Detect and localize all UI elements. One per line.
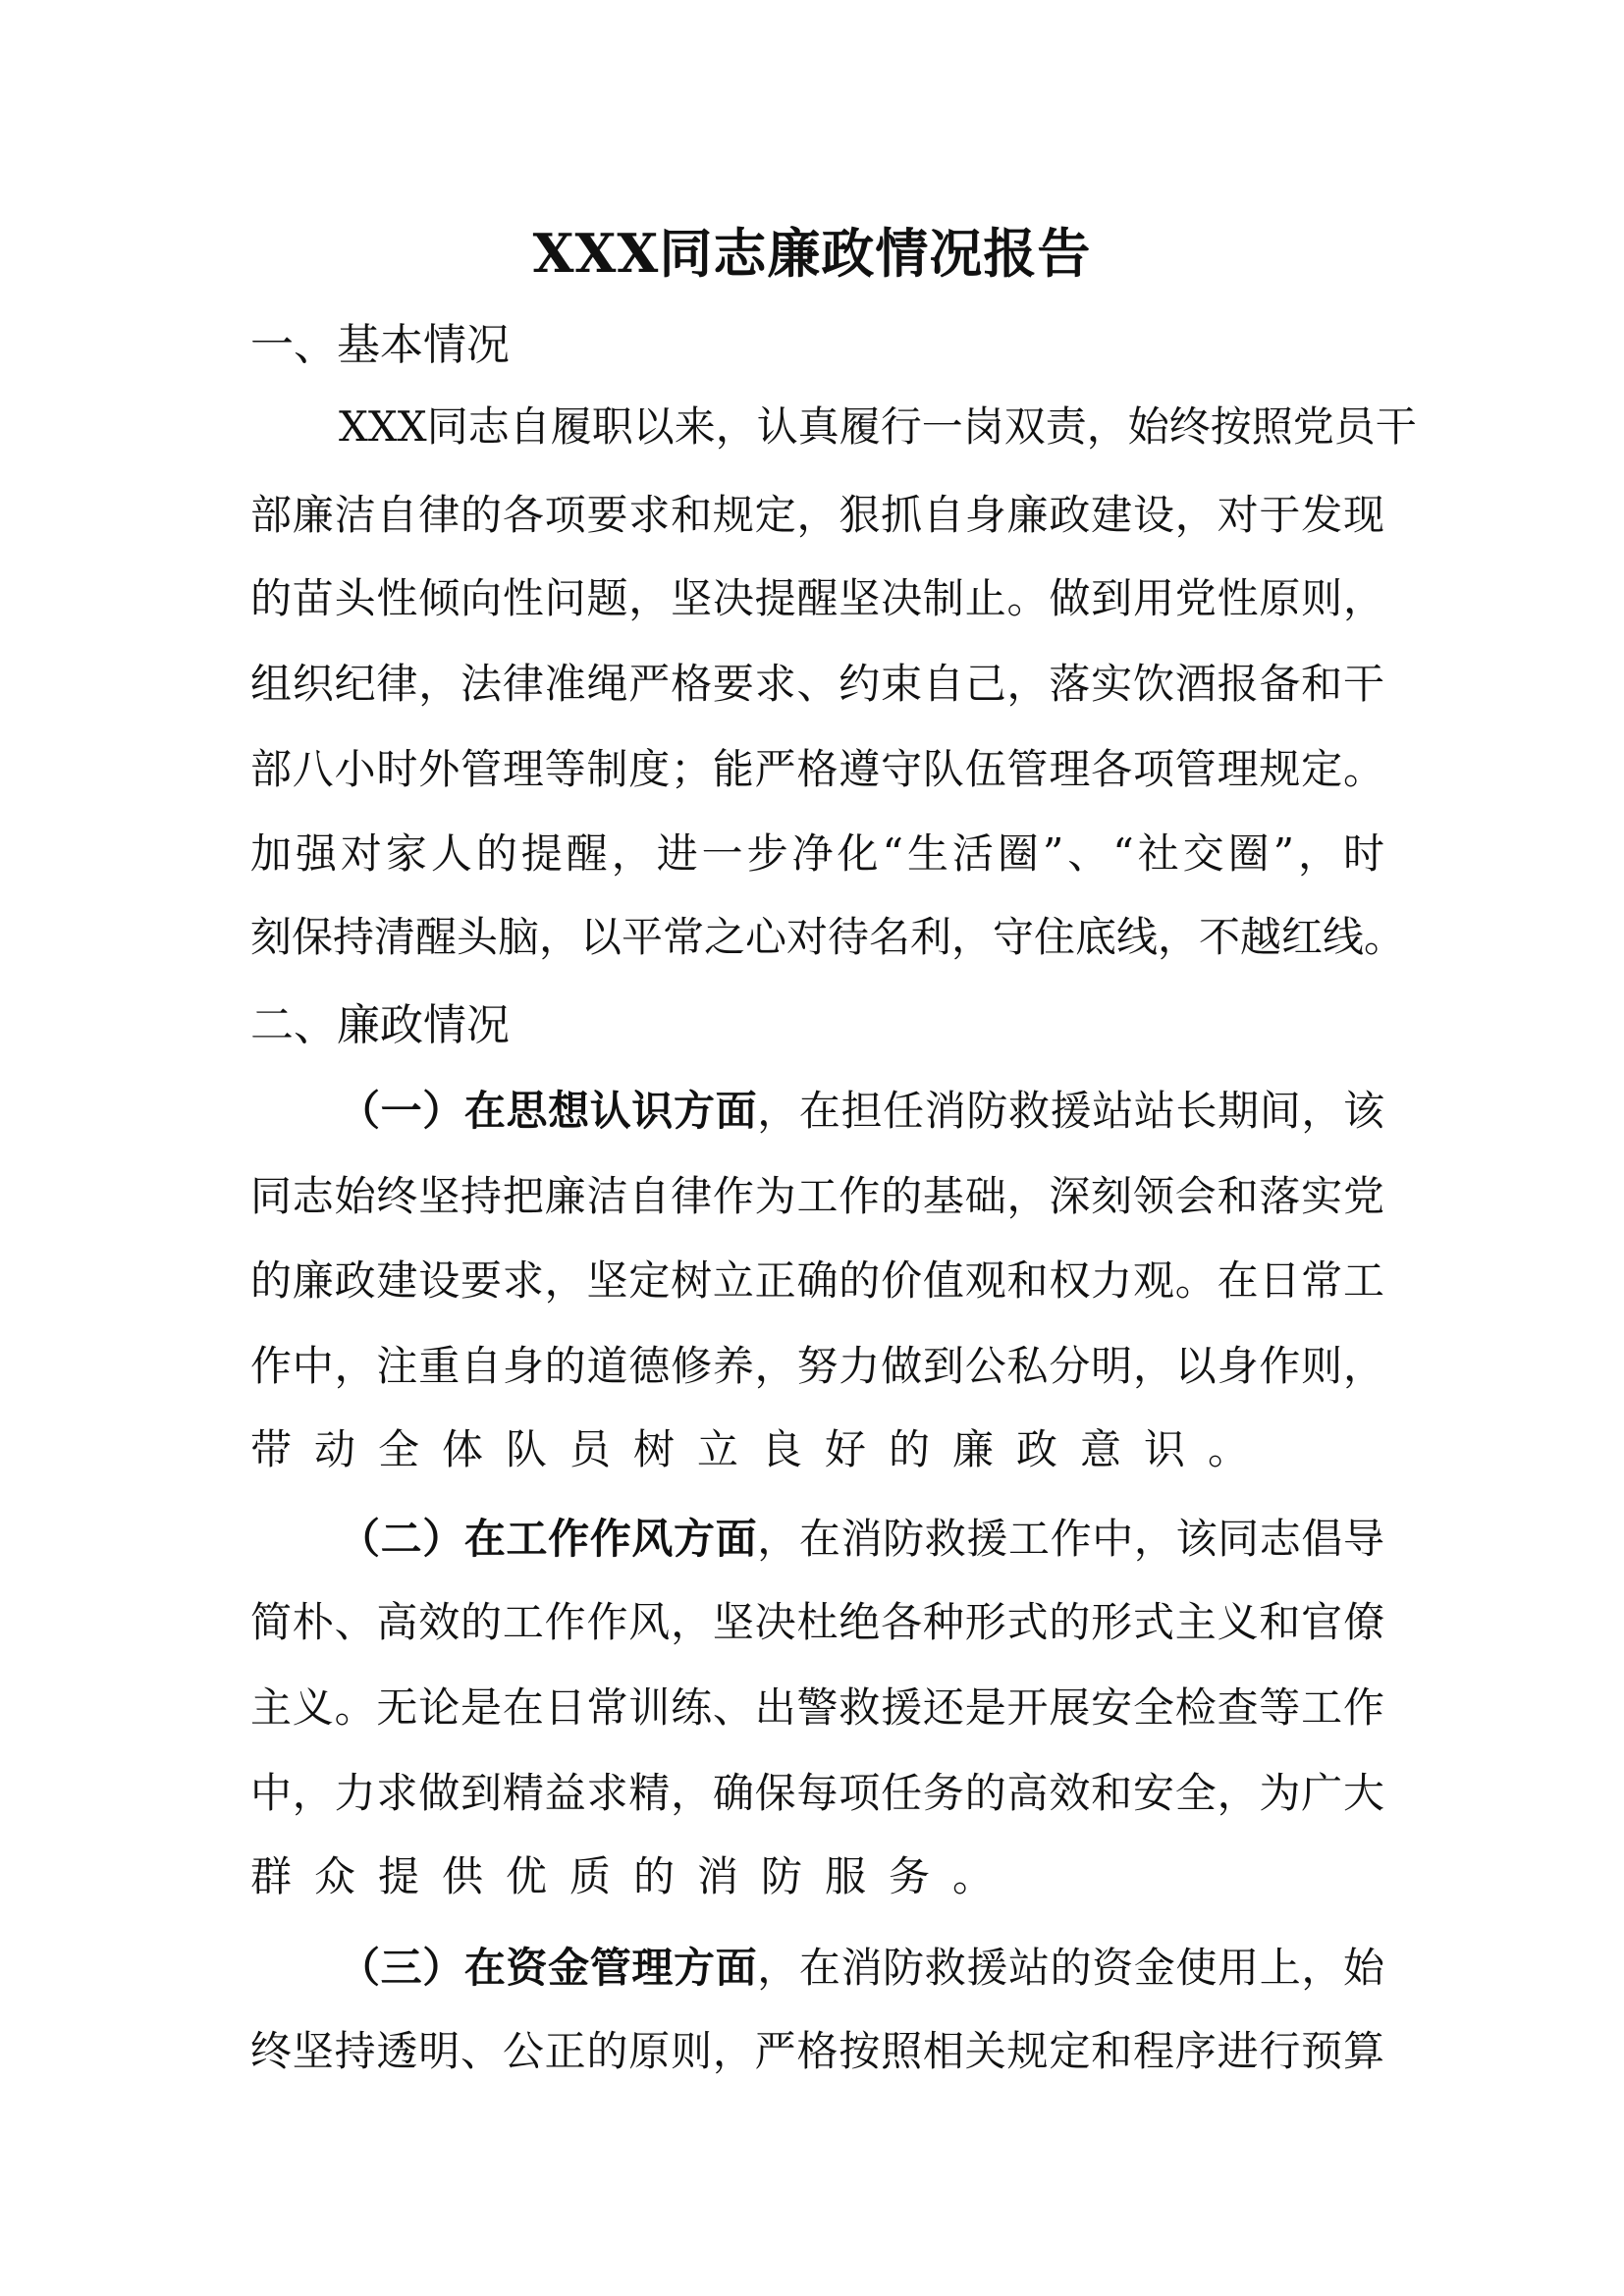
- paragraph-line: [339, 1087, 1384, 1136]
- paragraph-line: 终坚持透明、公正的原则，严格按照相关规定和程序进行预算: [250, 2027, 1384, 2075]
- paragraph-text: ，在消防救援工作中，该同志倡导: [757, 1515, 1384, 1563]
- subheading-lead: （三）在资金管理方面: [339, 1944, 758, 1992]
- paragraph-line: 刻保持清醒头脑，以平常之心对待名利，守住底线，不越红线。: [250, 913, 1406, 961]
- paragraph-line: 群众提供优质的消防服务。: [250, 1852, 1017, 1900]
- subheading-lead: （一）在思想认识方面: [339, 1087, 758, 1135]
- subheading-lead: （二）在工作作风方面: [339, 1515, 758, 1563]
- section-heading-integrity: 二、廉政情况: [250, 1000, 510, 1050]
- paragraph-line: XXX同志自履职以来，认真履行一岗双责，始终按照党员干: [339, 402, 1417, 451]
- paragraph-text: ，在担任消防救援站站长期间，该: [757, 1087, 1384, 1135]
- section-heading-basic: 一、基本情况: [250, 320, 510, 370]
- paragraph-line: [339, 1944, 1384, 1993]
- paragraph-line: 主义。无论是在日常训练、出警救援还是开展安全检查等工作: [250, 1683, 1384, 1732]
- paragraph-line: 中，力求做到精益求精，确保每项任务的高效和安全，为广大: [250, 1769, 1384, 1817]
- paragraph-line: 简朴、高效的工作作风，坚决杜绝各种形式的形式主义和官僚: [250, 1598, 1384, 1646]
- paragraph-line: 作中，注重自身的道德修养，努力做到公私分明，以身作则，: [250, 1342, 1384, 1390]
- paragraph-line: 带动全体队员树立良好的廉政意识。: [250, 1425, 1272, 1473]
- page-title: XXX同志廉政情况报告: [532, 222, 1092, 285]
- paragraph-line: 部廉洁自律的各项要求和规定，狠抓自身廉政建设，对于发现: [250, 491, 1384, 539]
- paragraph-line: 的苗头性倾向性问题，坚决提醒坚决制止。做到用党性原则，: [250, 574, 1384, 622]
- paragraph-line: [339, 1515, 1384, 1564]
- paragraph-line: 加强对家人的提醒，进一步净化“生活圈”、“社交圈”，时: [250, 829, 1384, 878]
- paragraph-line: 的廉政建设要求，坚定树立正确的价值观和权力观。在日常工: [250, 1256, 1384, 1305]
- paragraph-line: 组织纪律，法律准绳严格要求、约束自己，落实饮酒报备和干: [250, 660, 1384, 708]
- paragraph-line: 部八小时外管理等制度；能严格遵守队伍管理各项管理规定。: [250, 745, 1384, 793]
- paragraph-line: 同志始终坚持把廉洁自律作为工作的基础，深刻领会和落实党: [250, 1172, 1384, 1220]
- paragraph-text: ，在消防救援站的资金使用上，始: [757, 1944, 1384, 1992]
